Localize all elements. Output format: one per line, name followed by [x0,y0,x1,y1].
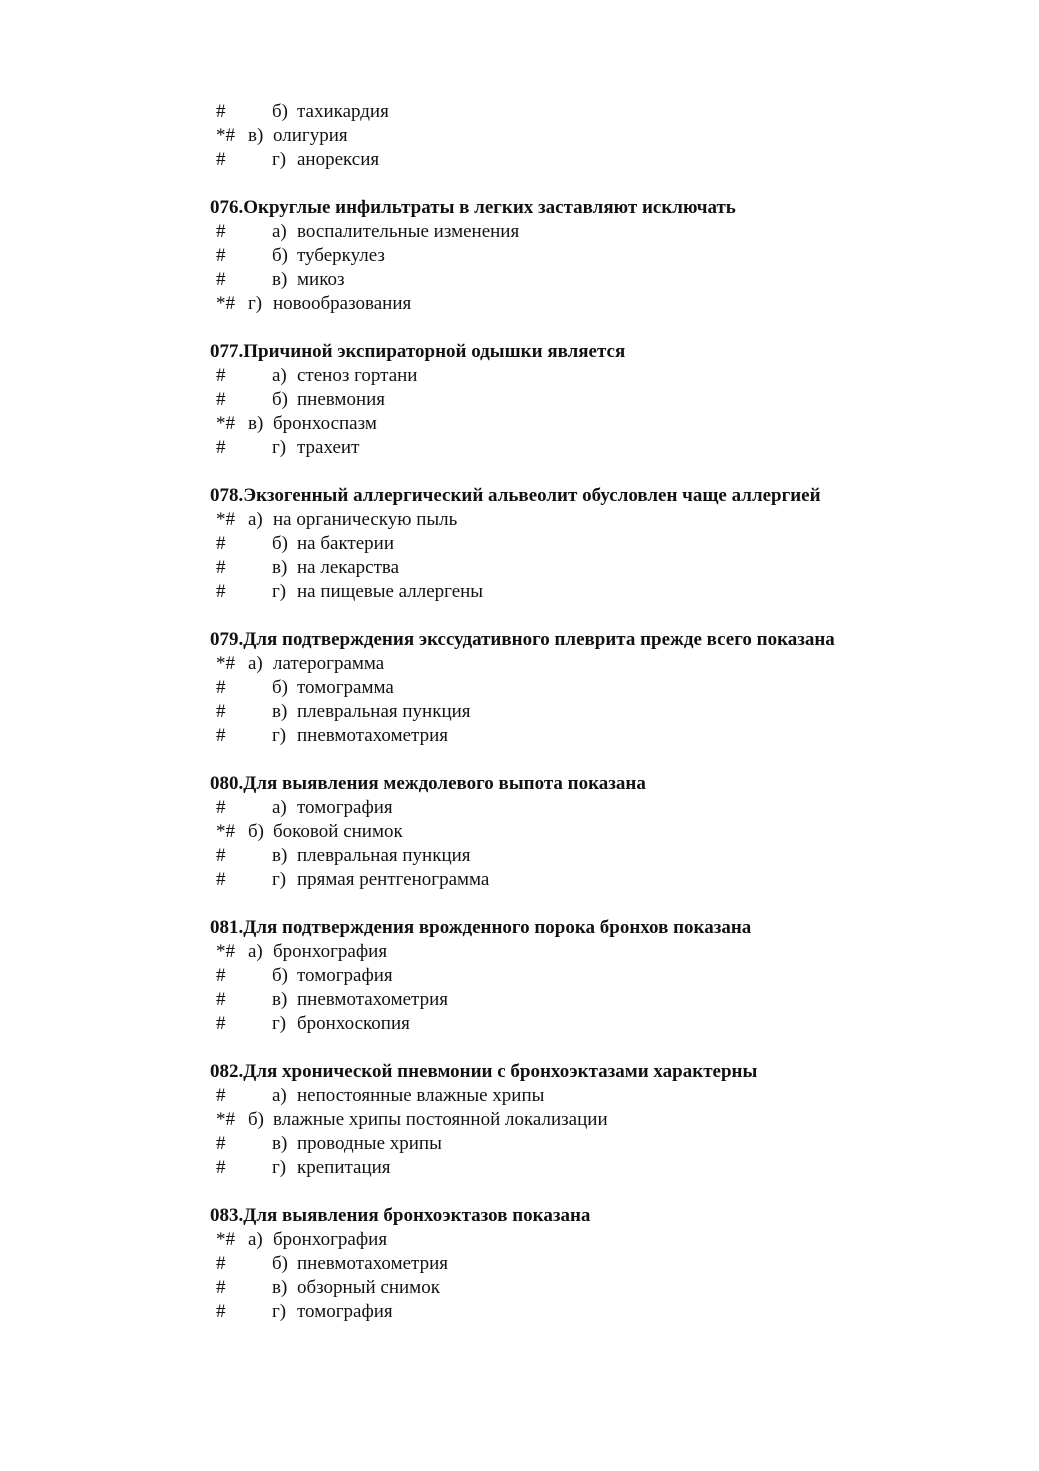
answer-marker: # [216,1157,226,1178]
question-block [210,484,970,604]
answer-option-correct [210,652,970,676]
answer-body [272,556,399,580]
answer-option [210,148,970,172]
answer-body [272,1300,393,1324]
answer-text: воспалительные изменения [297,221,520,242]
answer-body [248,652,384,676]
answer-letter: в) [248,413,264,434]
answer-option [210,724,970,748]
answer-option [210,436,970,460]
answer-marker: # [216,149,226,170]
answer-text: томография [297,965,393,986]
answer-text: на пищевые аллергены [297,581,484,602]
answer-letter: а) [248,509,263,530]
answer-text: крепитация [297,1157,391,1178]
answer-marker: # [216,845,226,866]
answer-body [272,700,471,724]
answer-marker: # [216,581,226,602]
question-block [210,772,970,892]
answer-text: обзорный снимок [297,1277,440,1298]
answer-body [272,1156,391,1180]
answer-letter: а) [248,653,263,674]
answer-letter: б) [272,533,288,554]
answer-marker: *# [216,413,235,434]
answer-body [248,1108,608,1132]
answer-marker: # [216,1013,226,1034]
answer-option [210,700,970,724]
answer-text: на лекарства [297,557,400,578]
answer-marker: *# [216,653,235,674]
answer-option [210,676,970,700]
answer-option-correct [210,940,970,964]
answer-text: прямая рентгенограмма [297,869,490,890]
answer-body [272,100,389,124]
answer-text: на органическую пыль [273,509,458,530]
answer-option [210,988,970,1012]
answer-text: томография [297,1301,393,1322]
answer-body [272,676,394,700]
answer-letter: г) [272,725,287,746]
answer-letter: в) [272,845,288,866]
answer-letter: б) [272,101,288,122]
answer-letter: г) [272,149,287,170]
answer-marker: *# [216,293,235,314]
answer-option-correct [210,820,970,844]
answer-option [210,220,970,244]
answer-marker: # [216,557,226,578]
answer-letter: а) [272,1085,287,1106]
answer-text: пневмотахометрия [297,725,448,746]
answer-letter: а) [272,221,287,242]
answer-body [248,820,403,844]
answer-option-correct [210,124,970,148]
answer-option [210,1132,970,1156]
question-title: 078.Экзогенный аллергический альвеолит обусловлен чаще аллергией [210,485,821,506]
answer-text: на бактерии [297,533,395,554]
answer-body [248,1228,387,1252]
answer-body [272,148,379,172]
answer-marker: # [216,365,226,386]
answer-option [210,844,970,868]
answer-marker: # [216,1253,226,1274]
answer-body [272,388,385,412]
answer-marker: # [216,245,226,266]
answer-option [210,556,970,580]
answer-text: латерограмма [273,653,385,674]
answer-option [210,580,970,604]
answer-letter: в) [272,269,288,290]
answer-marker: *# [216,941,235,962]
answer-body [272,1012,410,1036]
answer-option-correct [210,412,970,436]
answer-letter: г) [248,293,263,314]
answer-marker: # [216,269,226,290]
answer-letter: г) [272,1157,287,1178]
question-title: 083.Для выявления бронхоэктазов показана [210,1205,591,1226]
answer-option [210,1276,970,1300]
answer-letter: б) [272,965,288,986]
answer-letter: б) [248,1109,264,1130]
answer-letter: а) [248,941,263,962]
answer-body [272,844,471,868]
answer-text: туберкулез [297,245,385,266]
answer-body [272,532,394,556]
answer-letter: б) [272,245,288,266]
question-block [210,916,970,1036]
answer-text: бронхоскопия [297,1013,410,1034]
answer-letter: а) [272,365,287,386]
answer-marker: # [216,1277,226,1298]
question-title: 080.Для выявления междолевого выпота показана [210,773,646,794]
answer-marker: # [216,389,226,410]
answer-marker: # [216,869,226,890]
answer-marker: # [216,989,226,1010]
answer-body [248,292,411,316]
answer-marker: # [216,1133,226,1154]
question-list [210,100,970,1324]
answer-marker: # [216,101,226,122]
answer-letter: б) [272,389,288,410]
answer-text: томография [297,797,393,818]
answer-body [272,1084,544,1108]
answer-option [210,1156,970,1180]
answer-letter: г) [272,1301,287,1322]
answer-body [248,940,387,964]
answer-text: пневмотахометрия [297,1253,448,1274]
answer-marker: # [216,533,226,554]
question-block [210,340,970,460]
answer-text: анорексия [297,149,380,170]
answer-body [248,124,348,148]
answer-option [210,388,970,412]
question-title: 082.Для хронической пневмонии с бронхоэктазами характерны [210,1061,758,1082]
answer-text: плевральная пункция [297,845,471,866]
answer-letter: б) [248,821,264,842]
answer-option-correct [210,1228,970,1252]
answer-marker: # [216,725,226,746]
answer-marker: # [216,1301,226,1322]
answer-text: олигурия [273,125,348,146]
answer-option-correct [210,292,970,316]
answer-marker: # [216,437,226,458]
answer-letter: в) [272,557,288,578]
answer-option-correct [210,508,970,532]
answer-text: новообразования [273,293,412,314]
answer-letter: в) [272,989,288,1010]
answer-option [210,1300,970,1324]
answer-marker: *# [216,821,235,842]
answer-marker: # [216,797,226,818]
question-title: 077.Причиной экспираторной одышки является [210,341,626,362]
answer-letter: в) [248,125,264,146]
question-block [210,1204,970,1324]
answer-body [272,964,393,988]
answer-text: плевральная пункция [297,701,471,722]
question-title: 079.Для подтверждения экссудативного плеврита прежде всего показана [210,629,835,650]
answer-body [272,268,344,292]
answer-text: трахеит [297,437,360,458]
answer-text: бронхография [273,1229,388,1250]
answer-text: микоз [297,269,345,290]
question-block [210,628,970,748]
answer-letter: г) [272,869,287,890]
answer-text: пневмотахометрия [297,989,448,1010]
answer-option [210,796,970,820]
answer-text: стеноз гортани [297,365,418,386]
answer-body [272,244,385,268]
answer-text: тахикардия [297,101,389,122]
question-title: 081.Для подтверждения врожденного порока бронхов показана [210,917,752,938]
answer-text: боковой снимок [273,821,403,842]
answer-body [272,988,448,1012]
answer-letter: а) [248,1229,263,1250]
answer-option [210,1252,970,1276]
question-title: 076.Округлые инфильтраты в легких заставляют исключать [210,197,736,218]
answer-option [210,268,970,292]
answer-option [210,244,970,268]
answer-marker: # [216,1085,226,1106]
answer-letter: г) [272,437,287,458]
question-block [210,196,970,316]
answer-body [272,724,448,748]
answer-option [210,1012,970,1036]
answer-body [272,868,489,892]
answer-marker: # [216,965,226,986]
answer-body [248,412,377,436]
answer-body [248,508,457,532]
answer-letter: в) [272,1133,288,1154]
answer-letter: в) [272,701,288,722]
answer-text: непостоянные влажные хрипы [297,1085,545,1106]
answer-marker: *# [216,1229,235,1250]
answer-marker: # [216,701,226,722]
answer-body [272,580,483,604]
question-block [210,1060,970,1180]
answer-body [272,220,519,244]
answer-letter: б) [272,677,288,698]
question-block [210,100,970,172]
answer-text: проводные хрипы [297,1133,442,1154]
answer-text: влажные хрипы постоянной локализации [273,1109,608,1130]
answer-option [210,1084,970,1108]
answer-marker: *# [216,509,235,530]
answer-text: томограмма [297,677,394,698]
answer-body [272,364,417,388]
answer-marker: *# [216,1109,235,1130]
answer-text: бронхоспазм [273,413,377,434]
answer-option [210,868,970,892]
answer-option [210,532,970,556]
answer-option [210,964,970,988]
answer-letter: г) [272,581,287,602]
answer-letter: в) [272,1277,288,1298]
answer-text: бронхография [273,941,388,962]
answer-letter: б) [272,1253,288,1274]
answer-body [272,1132,442,1156]
answer-option [210,100,970,124]
answer-letter: а) [272,797,287,818]
answer-marker: # [216,221,226,242]
answer-option-correct [210,1108,970,1132]
answer-letter: г) [272,1013,287,1034]
answer-marker: *# [216,125,235,146]
answer-body [272,1252,448,1276]
answer-option [210,364,970,388]
answer-body [272,1276,440,1300]
answer-marker: # [216,677,226,698]
answer-body [272,796,393,820]
answer-text: пневмония [297,389,386,410]
answer-body [272,436,359,460]
